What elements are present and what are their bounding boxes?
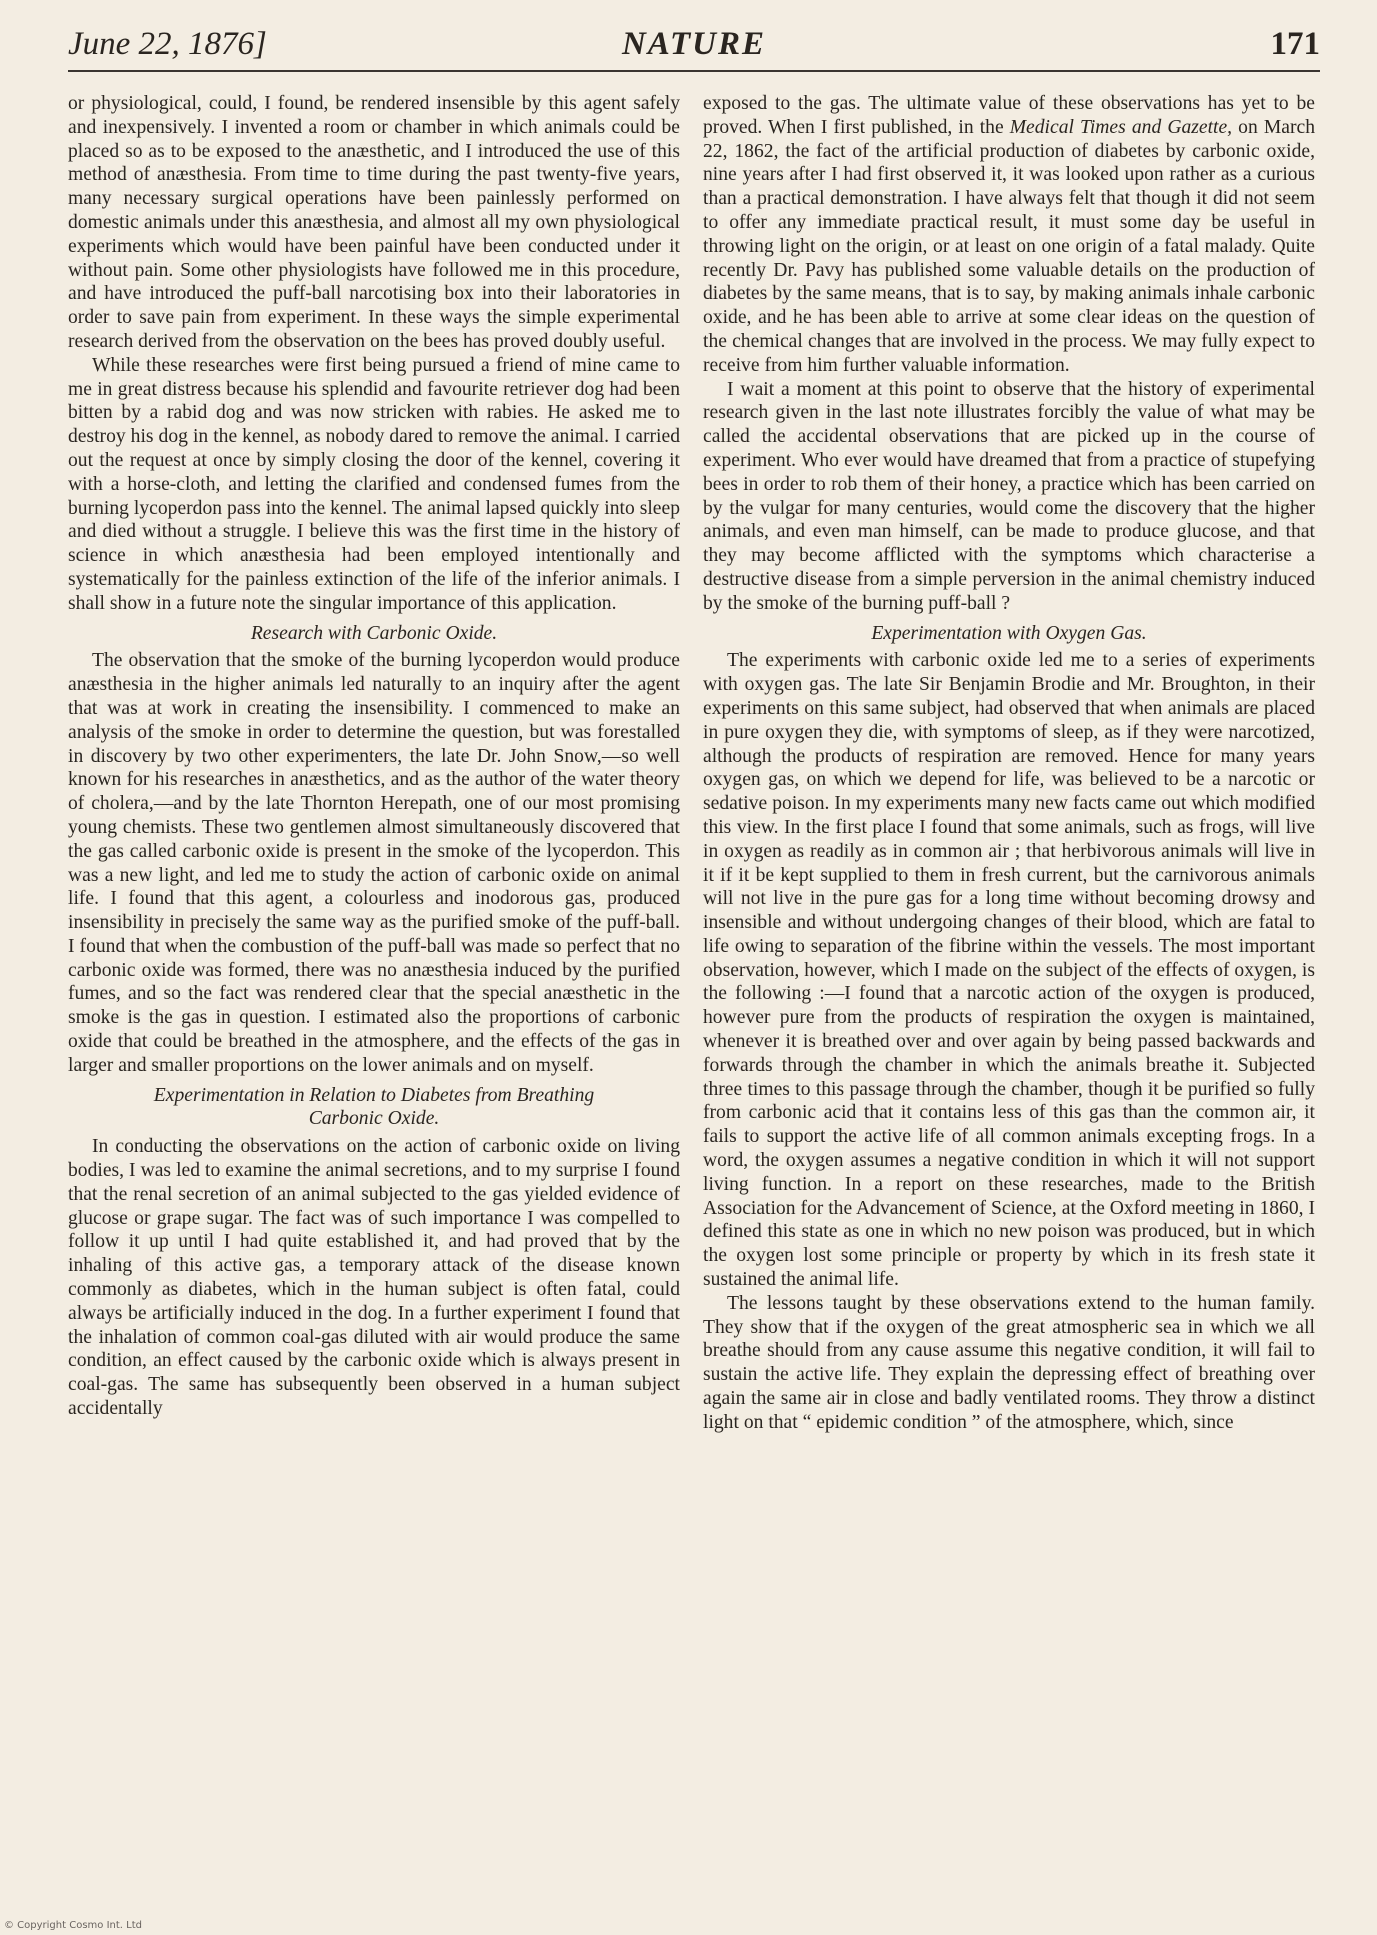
paragraph: In conducting the observations on the action of carbonic oxide on living bodies, I was led to examine the animal secretions, and to my surprise I found that the renal secretion of an animal subjected to the gas yielded evidence of glucose or grape sugar. The fact was of such importance I was compelled to follow it up until I had quite established it, and had proved that by the inhaling of this active gas, a temporary attack of the disease known commonly as diabetes, which in the human subject is often fatal, could always be artificially induced in the dog. In a further experiment I found that the inhalation of common coal-gas diluted with air would produce the same condition, an effect caused by the carbonic oxide which is always present in coal-gas. The same has subsequently been observed in a human subject accidentally [68, 1136, 680, 1420]
copyright-notice: © Copyright Cosmo Int. Ltd [4, 1920, 142, 1931]
paragraph: The lessons taught by these observations extend to the human family. They show that if the oxygen of the great atmospheric sea in which we all breathe should from any cause assume this negative condition, it will fail to sustain the active life. They explain the depressing effect of breathing over again the same air in close and badly ventilated rooms. They throw a distinct light on that “ epidemic condition ” of the atmosphere, which, since [703, 1292, 1315, 1433]
right-column [703, 92, 1315, 1912]
paragraph: or physiological, could, I found, be rendered insensible by this agent safely and inexpensively. I invented a room or chamber in which animals could be placed so as to be exposed to the anæsthetic, and I introduced the use of this method of anæsthesia. From time to time during the past twenty-five years, many necessary surgical operations have been painlessly performed on domestic animals under this anæsthesia, and almost all my own physiological experiments which would have been painful have been conducted under it without pain. Some other physiologists have followed me in this procedure, and have introduced the puff-ball narcotising box into their laboratories in order to save pain from experiment. In these ways the simple experimental research derived from the observation on the bees has proved doubly useful. [68, 93, 680, 352]
paragraph: The experiments with carbonic oxide led me to a series of experiments with oxygen gas. The late Sir Benjamin Brodie and Mr. Broughton, in their experiments on this same subject, had observed that when animals are placed in pure oxygen they die, with symptoms of sleep, as if they were narcotized, although the products of respiration are removed. Hence for many years oxygen gas, on which we depend for life, was believed to be a narcotic or sedative poison. In my experiments many new facts came out which modified this view. In the first place I found that some animals, such as frogs, will live in oxygen as readily as in common air ; that herbivorous animals will live in it if it be kept supplied to them in fresh current, but the carnivorous animals will not live in the pure gas for a long time without becoming drowsy and insensible and without undergoing changes of their blood, which are fatal to life owing to separation of the fibrine within the vessels. The most important observation, however, which I made on the subject of the effects of oxygen, is the following :—I found that a narcotic action of the oxygen is produced, however pure from the products of respiration the oxygen is maintained, whenever it is breathed over and over again by being passed backwards and forwards through the chamber in which the animals breathe it. Subjected three times to this passage through the chamber, though it be purified so fully from carbonic acid that it contains less of this gas than the common air, it fails to support the active life of all common animals excepting frogs. In a word, the oxygen assumes a negative condition in which it will not support living function. In a report on these researches, made to the British Association for the Advancement of Science, at the Oxford meeting in 1860, I defined this state as one in which no new poison was produced, but in which the oxygen lost some principle or property by which in its fresh state it sustained the animal life. [703, 650, 1315, 1291]
paragraph: I wait a moment at this point to observe that the history of experimental research given in the last note illustrates forcibly the value of what may be called the accidental observations that are picked up in the course of experiment. Who ever would have dreamed that from a practice of stupefying bees in order to rob them of their honey, a practice which has been carried on by the vulgar for many centuries, would come the discovery that the higher animals, and even man himself, can be made to produce glucose, and that they may become afflicted with the symptoms which characterise a destructive disease from a simple perversion in the animal chemistry induced by the smoke of the burning puff-ball ? [703, 378, 1315, 614]
header-rule [68, 70, 1320, 72]
page-header [68, 22, 1320, 72]
page-number: 171 [1270, 26, 1320, 62]
section-heading: Research with Carbonic Oxide. [250, 622, 498, 644]
paragraph: While these researches were first being pursued a friend of mine came to me in great distress because his splendid and favourite retriever dog had been bitten by a rabid dog and was now stricken with rabies. He asked me to destroy his dog in the kennel, as nobody dared to remove the animal. I carried out the request at once by simply closing the door of the kennel, covering it with a horse-cloth, and letting the clarified and condensed fumes from the burning lycoperdon pass into the kennel. The animal lapsed quickly into sleep and died without a struggle. I believe this was the first time in the history of science in which anæsthesia had been employed intentionally and systematically for the painless extinction of the life of the inferior animals. I shall show in a future note the singular importance of this application. [68, 354, 680, 614]
issue-date: June 22, 1876] [68, 26, 267, 62]
paragraph: exposed to the gas. The ultimate value of these observations has yet to be proved. When I first published, in the Medical Times and Gazette, on March 22, 1862, the fact of the artificial production of diabetes by carbonic oxide, nine years after I had first observed it, it was looked upon rather as a curious than a practical demonstration. I have always felt that though it did not seem to offer any immediate practical result, it must some day be useful in throwing light on the origin, or at least on one origin of a fatal malady. Quite recently Dr. Pavy has published some valuable details on the production of diabetes by the same means, that is to say, by making animals inhale carbonic oxide, and he has been able to arrive at some clear ideas on the question of the chemical changes that are involved in the process. We may fully expect to receive from him further valuable information. [703, 93, 1315, 376]
paragraph: The observation that the smoke of the burning lycoperdon would produce anæsthesia in the higher animals led naturally to an inquiry after the agent that was at work in creating the insensibility. I commenced to make an analysis of the smoke in order to determine the question, but was forestalled in discovery by two other experimenters, the late Dr. John Snow,—so well known for his researches in anæsthetics, and as the author of the water theory of cholera,—and by the late Thornton Herepath, one of our most promising young chemists. These two gentlemen almost simultaneously discovered that the gas called carbonic oxide is present in the smoke of the lycoperdon. This was a new light, and led me to study the action of carbonic oxide on animal life. I found that this agent, a colourless and inodorous gas, produced insensibility in precisely the same way as the purified smoke of the puff-ball. I found that when the combustion of the puff-ball was made so perfect that no carbonic oxide was formed, there was no anæsthesia induced by the purified fumes, and so the fact was rendered clear that the special anæsthetic in the smoke is the gas in question. I estimated also the proportions of carbonic oxide that could be breathed in the atmosphere, and the effects of the gas in larger and smaller proportions on the lower animals and on myself. [68, 650, 680, 1076]
journal-citation: Medical Times and Gazette, [1009, 116, 1233, 138]
left-column [68, 92, 680, 1912]
section-heading: Experimentation with Oxygen Gas. [871, 622, 1147, 644]
journal-title: NATURE [621, 26, 767, 62]
section-heading: Experimentation in Relation to Diabetes from Breathing Carbonic Oxide. [153, 1084, 595, 1130]
